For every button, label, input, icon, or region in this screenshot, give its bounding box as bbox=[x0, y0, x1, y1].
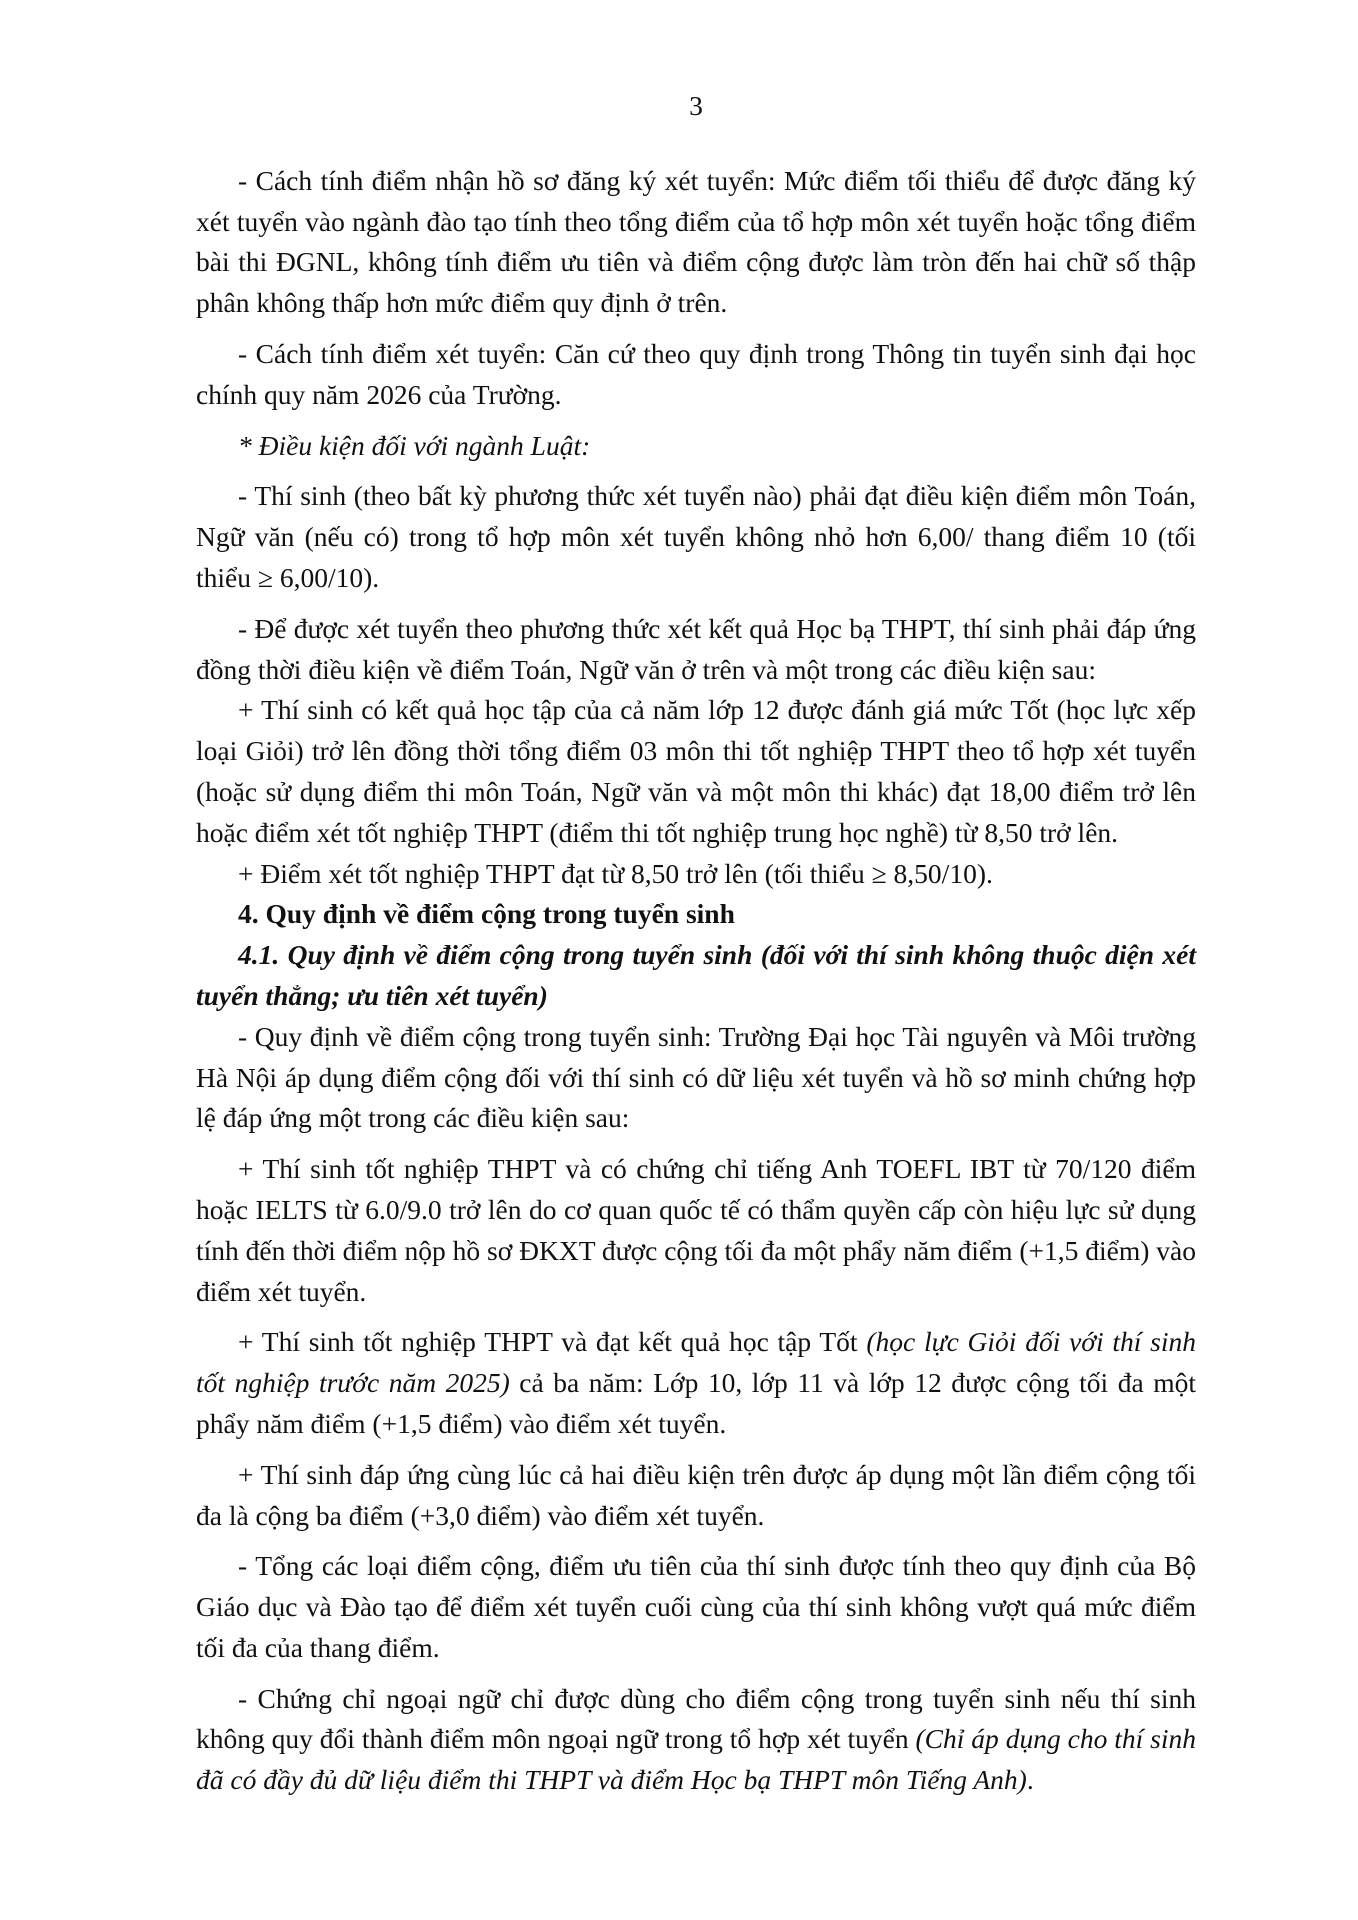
paragraph-bonus-english-certificate: + Thí sinh tốt nghiệp THPT và có chứng chỉ tiếng Anh TOEFL IBT từ 70/120 điểm hoặc IELTS từ 6.0/9.0 trở lên do cơ quan quốc tế có thẩm quyền cấp còn hiệu lực sử dụng tính đến thời điểm nộp hồ sơ ĐKXT được cộng tối đa một phẩy năm điểm (+1,5 điểm) vào điểm xét tuyển. bbox=[196, 1153, 1196, 1307]
text-run: cả ba năm: Lớp 10, lớp 11 và lớp 12 được cộng tối đa một phẩy năm điểm (+1,5 điểm) vào điểm xét tuyển. bbox=[196, 1367, 1196, 1439]
page-number: 3 bbox=[689, 90, 703, 121]
paragraph-bonus-total: - Tổng các loại điểm cộng, điểm ưu tiên của thí sinh được tính theo quy định của Bộ Giáo dục và Đào tạo để điểm xét tuyển cuối cùng của thí sinh không vượt quá mức điểm tối đa của thang điểm. bbox=[196, 1550, 1196, 1663]
paragraph-law-transcript: - Để được xét tuyển theo phương thức xét kết quả Học bạ THPT, thí sinh phải đáp ứng đồng thời điều kiện về điểm Toán, Ngữ văn ở trên và một trong các điều kiện sau: bbox=[196, 612, 1196, 685]
paragraph-bonus-academic-results bbox=[196, 1322, 1196, 1444]
paragraph-score-calculation: - Cách tính điểm xét tuyển: Căn cứ theo quy định trong Thông tin tuyển sinh đại học chính quy năm 2026 của Trường. bbox=[196, 337, 1196, 410]
paragraph-law-condition-1: + Thí sinh có kết quả học tập của cả năm lớp 12 được đánh giá mức Tốt (học lực xếp loại Giỏi) trở lên đồng thời tổng điểm 03 môn thi tốt nghiệp THPT theo tổ hợp xét tuyển (hoặc sử dụng điểm thi môn Toán, Ngữ văn và một môn thi khác) đạt 18,00 điểm trở lên hoặc điểm xét tốt nghiệp THPT (điểm thi tốt nghiệp trung học nghề) từ 8,50 trở lên. bbox=[196, 694, 1196, 848]
text-run: . bbox=[1026, 1764, 1034, 1796]
paragraph-law-conditions-heading: * Điều kiện đối với ngành Luật: bbox=[238, 429, 591, 461]
paragraph-law-math-literature: - Thí sinh (theo bất kỳ phương thức xét tuyển nào) phải đạt điều kiện điểm môn Toán, Ngữ văn (nếu có) trong tổ hợp môn xét tuyển không nhỏ hơn 6,00/ thang điểm 10 (tối thiểu ≥ 6,00/10). bbox=[196, 480, 1196, 593]
paragraph-score-registration: - Cách tính điểm nhận hồ sơ đăng ký xét tuyển: Mức điểm tối thiểu để được đăng ký xét tuyển vào ngành đào tạo tính theo tổng điểm của tổ hợp môn xét tuyển hoặc tổng điểm bài thi ĐGNL, không tính điểm ưu tiên và điểm cộng được làm tròn đến hai chữ số thập phân không thấp hơn mức điểm quy định ở trên. bbox=[196, 164, 1196, 319]
section-heading-bonus-points: 4. Quy định về điểm cộng trong tuyển sinh bbox=[238, 898, 735, 930]
paragraph-foreign-language-certificate bbox=[196, 1679, 1196, 1801]
subsection-heading-bonus-rules: 4.1. Quy định về điểm cộng trong tuyển sinh (đối với thí sinh không thuộc diện xét tuyển thẳng; ưu tiên xét tuyển) bbox=[196, 939, 1196, 1011]
paragraph-bonus-both-conditions: + Thí sinh đáp ứng cùng lúc cả hai điều kiện trên được áp dụng một lần điểm cộng tối đa là cộng ba điểm (+3,0 điểm) vào điểm xét tuyển. bbox=[196, 1458, 1196, 1531]
text-run: - Chứng chỉ ngoại ngữ chỉ được dùng cho điểm cộng trong tuyển sinh nếu thí sinh không quy đổi thành điểm môn ngoại ngữ trong tổ hợp xét tuyển bbox=[196, 1682, 1196, 1755]
text-run-italic: (học lực Giỏi đối với thí sinh tốt nghiệp trước năm 2025) bbox=[196, 1326, 1196, 1399]
paragraph-bonus-rules: - Quy định về điểm cộng trong tuyển sinh: Trường Đại học Tài nguyên và Môi trường Hà Nội áp dụng điểm cộng đối với thí sinh có dữ liệu xét tuyển và hồ sơ minh chứng hợp lệ đáp ứng một trong các điều kiện sau: bbox=[196, 1020, 1196, 1134]
document-page bbox=[196, 0, 1196, 1920]
text-run: + Thí sinh tốt nghiệp THPT và đạt kết quả học tập Tốt bbox=[238, 1326, 867, 1358]
text-run-italic: (Chỉ áp dụng cho thí sinh đã có đầy đủ dữ liệu điểm thi THPT và điểm Học bạ THPT môn Tiếng Anh) bbox=[196, 1723, 1196, 1796]
paragraph-law-condition-2: + Điểm xét tốt nghiệp THPT đạt từ 8,50 trở lên (tối thiểu ≥ 8,50/10). bbox=[238, 857, 993, 889]
